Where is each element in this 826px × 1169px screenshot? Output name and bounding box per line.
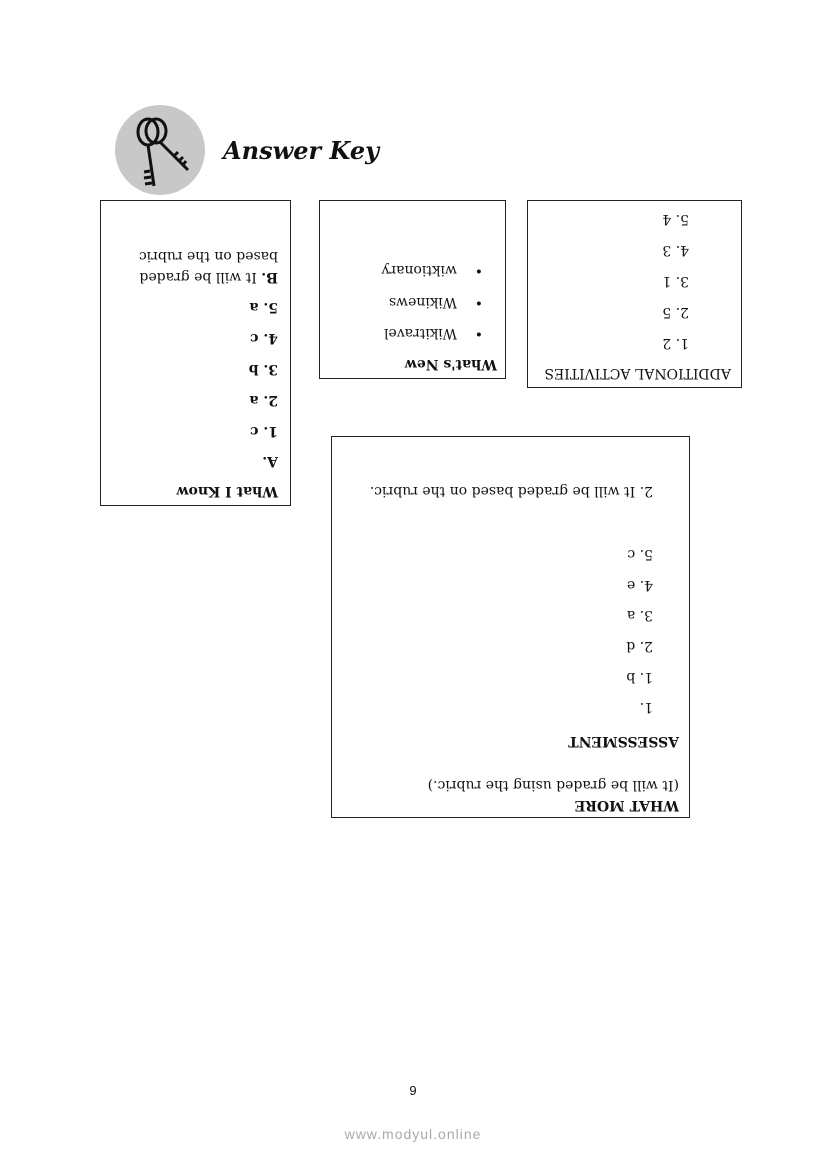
answer-item: 1. c [249, 423, 278, 439]
list-item: • Wikitravel [384, 325, 483, 341]
what-i-know-box [100, 200, 291, 506]
what-more-assessment-box [331, 436, 690, 818]
part-b-label: B. [261, 269, 278, 285]
list-item-text: wiktionary [381, 262, 457, 278]
page-number: 9 [409, 1083, 417, 1098]
answer-item: 2. a [249, 392, 278, 408]
page-title: Answer Key [223, 136, 380, 165]
keys-icon [114, 104, 206, 196]
list-item-text: Wikinews [388, 294, 457, 310]
list-item: • wiktionary [381, 262, 483, 278]
what-more-heading: WHAT MORE [574, 797, 679, 813]
assessment-heading: ASSESSMENT [568, 733, 679, 749]
what-more-note: (It will be graded using the rubric.) [427, 777, 679, 793]
answer-item: 1. 2 [662, 335, 689, 351]
answer-item: 3. 1 [662, 273, 689, 289]
answer-item: 4. e [626, 577, 653, 593]
answer-item: 4. 3 [662, 242, 689, 258]
answer-item: 1. b [626, 669, 653, 685]
additional-activities-box [527, 200, 742, 388]
assessment-part2: 2. It will be graded based on the rubric. [369, 483, 653, 499]
answer-item: 3. a [626, 607, 653, 623]
what-i-know-heading: What I Know [176, 483, 278, 499]
additional-activities-heading: ADDITIONAL ACTIVITIES [544, 365, 731, 381]
answer-item: 2. d [626, 638, 653, 654]
part-b-line1 [139, 269, 278, 285]
whats-new-heading: What's New [404, 356, 497, 372]
assessment-part1: 1. [639, 699, 653, 715]
whats-new-box [319, 200, 506, 379]
answer-item: 5. 4 [662, 211, 689, 227]
answer-item: 2. 5 [662, 304, 689, 320]
answer-item: 3. b [248, 361, 278, 377]
list-item: • Wikinews [388, 294, 483, 310]
part-a-label: A. [262, 453, 278, 469]
answer-item: 4. c [249, 330, 278, 346]
part-b-text: It will be graded [139, 269, 262, 285]
answer-item: 5. a [249, 299, 278, 315]
answer-item: 5. c [627, 546, 653, 562]
list-item-text: Wikitravel [384, 325, 457, 341]
part-b-line2: based on the rubric [138, 248, 278, 264]
watermark: www.modyul.online [344, 1126, 482, 1142]
